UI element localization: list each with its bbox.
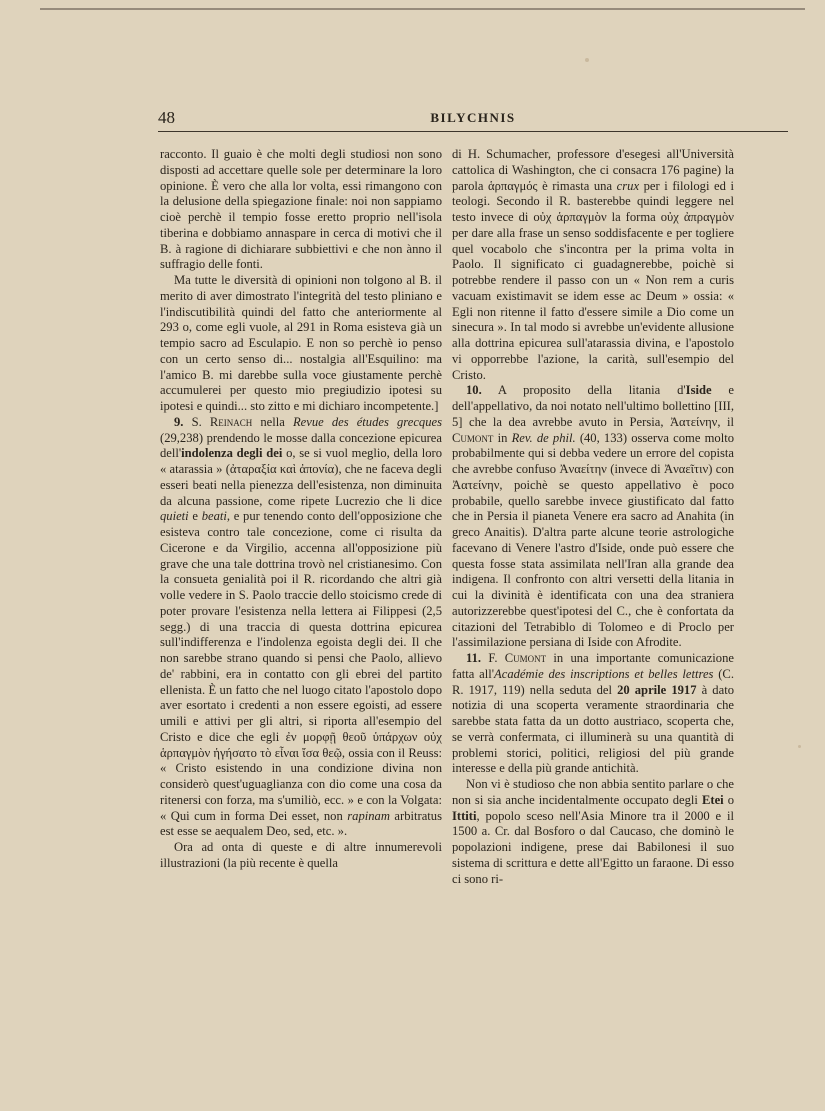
running-title: BILYCHNIS (430, 110, 516, 125)
author-name: S. Reinach (191, 414, 253, 429)
left-column (160, 147, 442, 872)
journal-title: Académie des inscriptions et belles lettres (494, 666, 714, 681)
author-name: F. Cumont (488, 651, 547, 665)
bold-phrase: indolenza degli dei (181, 446, 283, 461)
paper-spot (798, 745, 801, 748)
paragraph: di H. Schumacher, professore d'esegesi all'Università cattolica di Washington, che ci consacra 176 pagine) la parola ἁρπαγμός è rimasta una crux per i filologi ed i teologi. Secondo il R. basterebbe quindi leggere nel testo invece di οὐχ ἁρπαγμὸν la forma οὐχ ἀπραγμὸν per dare alla frase un senso soddisfacente e per togliere quel vocabolo che s'incontra per la prima volta in Paolo. Il significato ci guadagnerebbe, poichè si potrebbe rendere il passo con un « Non rem a curis vacuam existimavit se idem esse ac Deum » ossia: « Egli non ritenne il fatto d'essere simile a Dio come un sinecura ». In tal modo si avrebbe un'evidente allusione alla dottrina epicurea sull'atarassia divina, e l'apostolo vi opporrebbe l'azione, la carità, sull'esempio del Cristo. (452, 147, 734, 382)
paragraph-note-9: 9. S. Reinach nella Revue des études grecques (29,238) prendendo le mosse dalla concezione epicurea dell'indolenza degli dei o, se si vuol meglio, della loro « atarassia » (ἀταραξία καὶ ἀπονία), che ne faceva degli esseri beati nella pienezza dell'esistenza, non diminuita da alcuna passione, come ripete Lucrezio che li dice quieti e beati, e pur tenendo conto dell'opposizione che esisteva contro tale concezione, come ci risulta da Cicerone e da Virgilio, accenna all'opposizione più grave che una tale dottrina trovò nel cristianesimo. Con la consueta genialità poi il R. ricordando che altri già volle vedere in S. Paolo traccie dello stoicismo crede di poter provare l'esistenza nella lettera ai Filippesi (2,5 segg.) di una traccia di questa dottrina epicurea sull'indifferenza e l'indolenza egoista degli dei. Il che non sarebbe strano quando si pensi che Paolo, allievo de' rabbini, era in contatto con gli ebrei del partito ellenista. È un fatto che nel luogo citato l'apostolo dopo aver esortato i credenti a non essere egoisti, ad essere umili e attivi per gli altri, si riporta all'esempio del Cristo e dice che egli ἐν μορφῇ θεοῦ ὑπάρχων οὐχ ἁρπαγμὸν ἡγήσατο τὸ εἶναι ἴσα θεῷ, ossia con il Reuss: « Cristo esistendo in una condizione divina non considerò quest'uguaglianza con dio come una cosa da ritenersi con forza, ma s'umiliò, ecc. » e con la Volgata: « Qui cum in forma Dei esset, non rapinam arbitratus est esse se aequalem Deo, sed, etc. ». (160, 414, 442, 839)
page-header (158, 106, 788, 130)
note-number: 11. (466, 651, 482, 665)
paper-spot (585, 58, 589, 62)
header-rule (158, 131, 788, 132)
right-column (452, 147, 734, 887)
page-number: 48 (158, 108, 175, 127)
paragraph-note-10: 10. A proposito della litania d'Iside e dell'appellativo, da noi notato nell'ultimo bollettino [III, 5] che la dea avrebbe avuto in Persia, Ἀατείνην, il Cumont in Rev. de phil. (40, 133) osserva come molto probabilmente qui si debba vedere un errore del copista che avrebbe confuso Ἀναείτην (invece di Ἀναεῖτιν) con Ἀατείνην, poichè se questo appellativo è poco probabile, quello sarebbe invece giustificato dal fatto che in Persia il pianeta Venere era sacro ad Anahita (in greco Anaitis). D'altra parte alcune teorie astrologiche facevano di Venere l'astro d'Iside, onde può essere che questa fosse stata assimilata nell'Iran alla grande dea indigena. Il confronto con altri versetti della litania in cui la divinità è identificata con una dea straniera autorizzerebbe quest'ipotesi del C., che è confortata da citazioni del Tetrabiblo di Tolomeo e di Proclo per l'assimilazione persiana di Iside con Afrodite. (452, 383, 734, 650)
journal-title: Revue des études grecques (292, 414, 442, 429)
author-name: Cumont (452, 430, 494, 445)
paragraph-note-11: 11. F. Cumont in una importante comunicazione fatta all'Académie des inscriptions et belles lettres (C. R. 1917, 119) nella seduta del 20 aprile 1917 à dato notizia di una scoperta veramente straordinaria che sarebbe stata fatta da un dotto austriaco, scoperta che, se verrà confermata, ci illuminerà su una quantità di problemi storici, politici, religiosi del più grande interesse e della più grande antichità. (452, 651, 734, 776)
paragraph: Non vi è studioso che non abbia sentito parlare o che non si sia anche incidentalmente occupato degli Etei o Ittiti, popolo sceso nell'Asia Minore tra il 2000 e il 1500 a. Cr. dal Bosforo o dal Caucaso, che dominò le popolazioni indigene, prese dai Babilonesi il suo sistema di scrittura e dette all'Egitto un faraone. Di esso ci sono ri- (452, 777, 734, 886)
note-number: 9. (174, 414, 184, 429)
note-number: 10. (466, 383, 482, 398)
journal-title: Rev. de phil. (511, 430, 576, 445)
paragraph: Ma tutte le diversità di opinioni non tolgono al B. il merito di aver dimostrato l'integrità del testo pliniano e l'indiscutibilità quindi del fatto che anteriormente al 293 o, come egli vuole, al 291 in Roma esisteva già un tempio sacro ad Esculapio. E non so perchè io penso con un certo senso di... nostalgia all'Esquilino: ma l'amico B. mi darebbe sulla voce giustamente perchè accumulerei per questo mio pregiudizio ipotesi su ipotesi e quindi... sto zitto e mi dichiaro incompetente.] (160, 273, 442, 413)
paragraph: racconto. Il guaio è che molti degli studiosi non sono disposti ad accettare quelle sole per determinare la loro opinione. È vero che alla lor volta, essi rimangono con la delusione della spiegazione finale: noi non sappiamo cioè perchè il tempio fosse eretto proprio nell'isola tiberina e dobbiamo annaspare in cerca di motivi che il B. à ragione di dichiarare subbiettivi e che non ànno il suffragio delle fonti. (160, 147, 442, 272)
page-top-edge (40, 8, 805, 10)
paragraph: Ora ad onta di queste e di altre innumerevoli illustrazioni (la più recente è quella (160, 840, 442, 870)
